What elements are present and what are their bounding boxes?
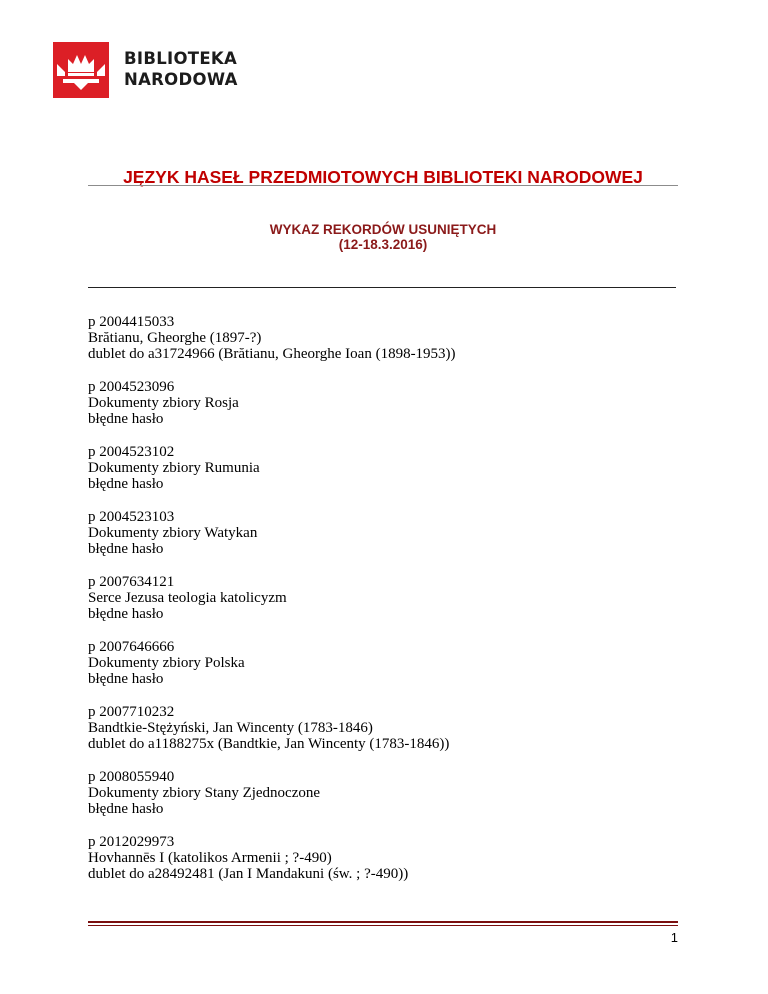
record-id: p 2012029973 [88, 834, 175, 850]
crown-icon [53, 42, 109, 98]
title-underline [88, 185, 678, 186]
footer-rule-thin [88, 925, 678, 926]
record-note: błędne hasło [88, 801, 164, 818]
record-entry [88, 509, 678, 558]
record-note: dublet do a1188275x (Bandtkie, Jan Wincenty (1783-1846)) [88, 736, 450, 753]
record-heading: Dokumenty zbiory Rosja [88, 395, 239, 412]
logo-wordmark [124, 48, 238, 90]
library-logo [53, 42, 253, 98]
record-id: p 2004523102 [88, 444, 175, 460]
record-entry [88, 574, 678, 623]
logo-line-2: NARODOWA [124, 70, 238, 89]
record-heading: Brătianu, Gheorghe (1897-?) [88, 330, 262, 347]
deleted-records-list [88, 314, 678, 899]
subtitle-line-1: WYKAZ REKORDÓW USUNIĘTYCH [269, 222, 497, 237]
record-note: błędne hasło [88, 541, 164, 558]
record-id: p 2004523103 [88, 509, 175, 525]
record-note: błędne hasło [88, 476, 164, 493]
record-id: p 2007710232 [88, 704, 175, 720]
record-entry [88, 444, 678, 493]
record-id: p 2004415033 [88, 314, 175, 330]
record-entry [88, 314, 678, 363]
record-heading: Dokumenty zbiory Rumunia [88, 460, 260, 477]
record-id: p 2007646666 [88, 639, 175, 655]
footer-rule [88, 921, 678, 923]
record-id: p 2007634121 [88, 574, 175, 590]
record-heading: Bandtkie-Stężyński, Jan Wincenty (1783-1846) [88, 720, 373, 737]
page-title: JĘZYK HASEŁ PRZEDMIOTOWYCH BIBLIOTEKI NARODOWEJ [123, 167, 643, 187]
record-note: dublet do a28492481 (Jan I Mandakuni (św. ; ?-490)) [88, 866, 409, 883]
record-entry [88, 769, 678, 818]
record-entry [88, 639, 678, 688]
record-heading: Dokumenty zbiory Polska [88, 655, 245, 672]
record-note: błędne hasło [88, 606, 164, 623]
document-subtitle [88, 222, 678, 252]
record-entry [88, 704, 678, 753]
record-entry [88, 834, 678, 883]
record-note: błędne hasło [88, 411, 164, 428]
record-heading: Dokumenty zbiory Stany Zjednoczone [88, 785, 321, 802]
record-id: p 2004523096 [88, 379, 175, 395]
record-heading: Dokumenty zbiory Watykan [88, 525, 258, 542]
record-entry [88, 379, 678, 428]
record-id: p 2008055940 [88, 769, 175, 785]
logo-line-1: BIBLIOTEKA [124, 49, 238, 68]
record-heading: Serce Jezusa teologia katolicyzm [88, 590, 287, 607]
record-note: dublet do a31724966 (Brătianu, Gheorghe Ioan (1898-1953)) [88, 346, 456, 363]
record-note: błędne hasło [88, 671, 164, 688]
subtitle-date-range: (12-18.3.2016) [338, 237, 428, 252]
page-number: 1 [670, 930, 678, 945]
section-divider [88, 287, 676, 288]
record-heading: Hovhannēs I (katolikos Armenii ; ?-490) [88, 850, 332, 867]
